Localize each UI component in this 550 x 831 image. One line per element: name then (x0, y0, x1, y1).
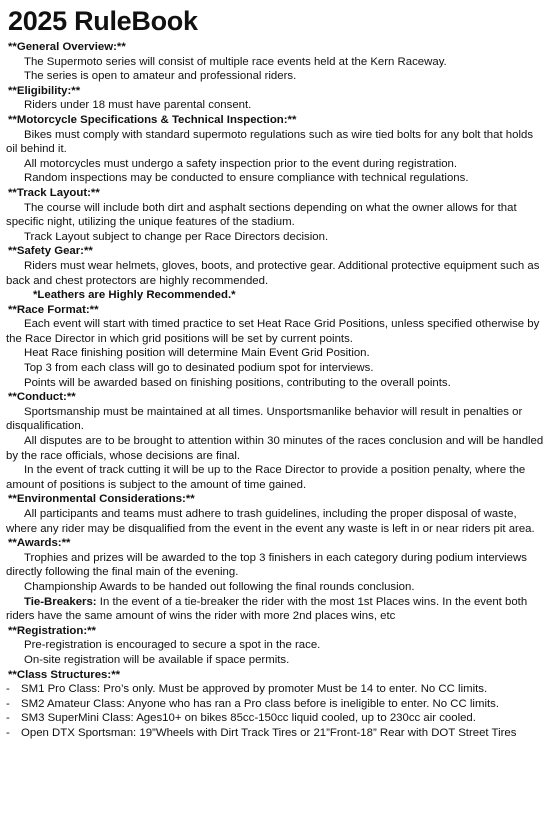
tie-breakers-label: Tie-Breakers: (24, 595, 97, 608)
list-item: - SM2 Amateur Class: Anyone who has ran a Pro class before is ineligible to enter. No CC limits. (6, 697, 499, 710)
paragraph-text: All participants and teams must adhere to trash guidelines, including the proper disposal of waste, where any rider may be disqualified from the event in the event any waste is left in or near riders pit area. (6, 508, 535, 535)
paragraph (6, 653, 544, 668)
section-heading: **Race Format:** (8, 303, 99, 316)
rulebook-body (6, 40, 544, 741)
list-item: - Open DTX Sportsman: 19”Wheels with Dirt Track Tires or 21”Front-18” Rear with DOT Street Tires (6, 726, 517, 739)
paragraph (6, 595, 544, 624)
paragraph-text: Pre-registration is encouraged to secure a spot in the race. (24, 639, 321, 652)
paragraph-text: Random inspections may be conducted to ensure compliance with technical regulations. (24, 172, 469, 185)
section-heading: **Awards:** (8, 537, 71, 550)
list-item: - SM1 Pro Class: Pro’s only. Must be approved by promoter Must be 14 to enter. No CC limits. (6, 683, 488, 696)
list-item-text: Open DTX Sportsman: 19”Wheels with Dirt Track Tires or 21”Front-18” Rear with DOT Street Tires (21, 726, 517, 739)
paragraph (6, 361, 544, 376)
paragraph-text: The series is open to amateur and professional riders. (24, 70, 297, 83)
paragraph (6, 580, 544, 595)
paragraph (6, 346, 544, 361)
section-heading: **Conduct:** (8, 391, 76, 404)
paragraph-text: On-site registration will be available if space permits. (24, 653, 290, 666)
paragraph (6, 259, 544, 288)
paragraph (6, 98, 544, 113)
paragraph (6, 638, 544, 653)
paragraph-text: In the event of track cutting it will be up to the Race Director to provide a position penalty, where the amount of positions is subject to the amount of time gained. (6, 464, 526, 491)
paragraph (6, 405, 544, 434)
recommendation-note: *Leathers are Highly Recommended.* (33, 289, 236, 302)
paragraph (6, 69, 544, 84)
list-item-text: SM2 Amateur Class: Anyone who has ran a Pro class before is ineligible to enter. No CC limits. (21, 697, 499, 710)
paragraph (6, 157, 544, 172)
paragraph (6, 317, 544, 346)
paragraph (6, 201, 544, 230)
paragraph-text: Trophies and prizes will be awarded to the top 3 finishers in each category during podium interviews directly following the final main of the evening. (6, 551, 527, 579)
paragraph-text: Championship Awards to be handed out following the final rounds conclusion. (24, 580, 415, 593)
paragraph-text: Sportsmanship must be maintained at all times. Unsportsmanlike behavior will result in penalties or disqualification. (6, 405, 523, 433)
paragraph (6, 171, 544, 186)
paragraph (6, 434, 544, 463)
list-item-text: SM1 Pro Class: Pro’s only. Must be approved by promoter Must be 14 to enter. No CC limits. (21, 683, 488, 696)
paragraph (6, 230, 544, 245)
paragraph (6, 507, 544, 536)
section-heading: **Registration:** (8, 624, 96, 637)
paragraph-text: The course will include both dirt and asphalt sections depending on what the owner allows for that specific night, utilizing the unique features of the stadium. (6, 201, 517, 229)
paragraph-text: Bikes must comply with standard supermoto regulations such as wire tied bolts for any bolt that holds oil behind it. (6, 128, 534, 156)
page-title: 2025 RuleBook (8, 6, 198, 36)
section-heading: **Class Structures:** (8, 668, 121, 681)
section-heading: **Track Layout:** (8, 186, 100, 199)
paragraph-text: All disputes are to be brought to attention within 30 minutes of the races conclusion and will be handled by the race officials, whose decisions are final. (6, 435, 544, 462)
paragraph (6, 376, 544, 391)
paragraph-text: Riders must wear helmets, gloves, boots, and protective gear. Additional protective equipment such as back and chest protectors are highly recommended. (6, 259, 540, 287)
list-item: - SM3 SuperMini Class: Ages10+ on bikes 85cc-150cc liquid cooled, up to 230cc air cooled. (6, 712, 476, 725)
paragraph-text: Heat Race finishing position will determine Main Event Grid Position. (24, 347, 370, 360)
paragraph-text: Riders under 18 must have parental consent. (24, 99, 252, 112)
section-heading: **Environmental Considerations:** (8, 493, 195, 506)
paragraph (6, 128, 544, 157)
paragraph (6, 463, 544, 492)
paragraph (6, 551, 544, 580)
section-heading: **Eligibility:** (8, 84, 81, 97)
paragraph-text: All motorcycles must undergo a safety inspection prior to the event during registration. (24, 157, 458, 170)
section-heading: **General Overview:** (8, 41, 126, 53)
paragraph-text: Top 3 from each class will go to desinated podium spot for interviews. (24, 362, 374, 375)
section-heading: **Motorcycle Specifications & Technical Inspection:** (8, 113, 297, 126)
paragraph-text: Points will be awarded based on finishing positions, contributing to the overall points. (24, 376, 451, 389)
section-heading: **Safety Gear:** (8, 245, 93, 258)
paragraph-text: Track Layout subject to change per Race Directors decision. (24, 230, 329, 243)
paragraph-text: In the event of a tie-breaker the rider with the most 1st Places wins. In the event both riders have the same amount of wins the rider with more 2nd places wins, etc (6, 595, 528, 623)
paragraph (6, 55, 544, 70)
paragraph-text: The Supermoto series will consist of multiple race events held at the Kern Raceway. (24, 55, 447, 68)
list-item-text: SM3 SuperMini Class: Ages10+ on bikes 85cc-150cc liquid cooled, up to 230cc air cooled. (21, 712, 476, 725)
paragraph-text: Each event will start with timed practice to set Heat Race Grid Positions, unless specified otherwise by the Race Director in which grid positions will be set by current points. (6, 318, 540, 345)
